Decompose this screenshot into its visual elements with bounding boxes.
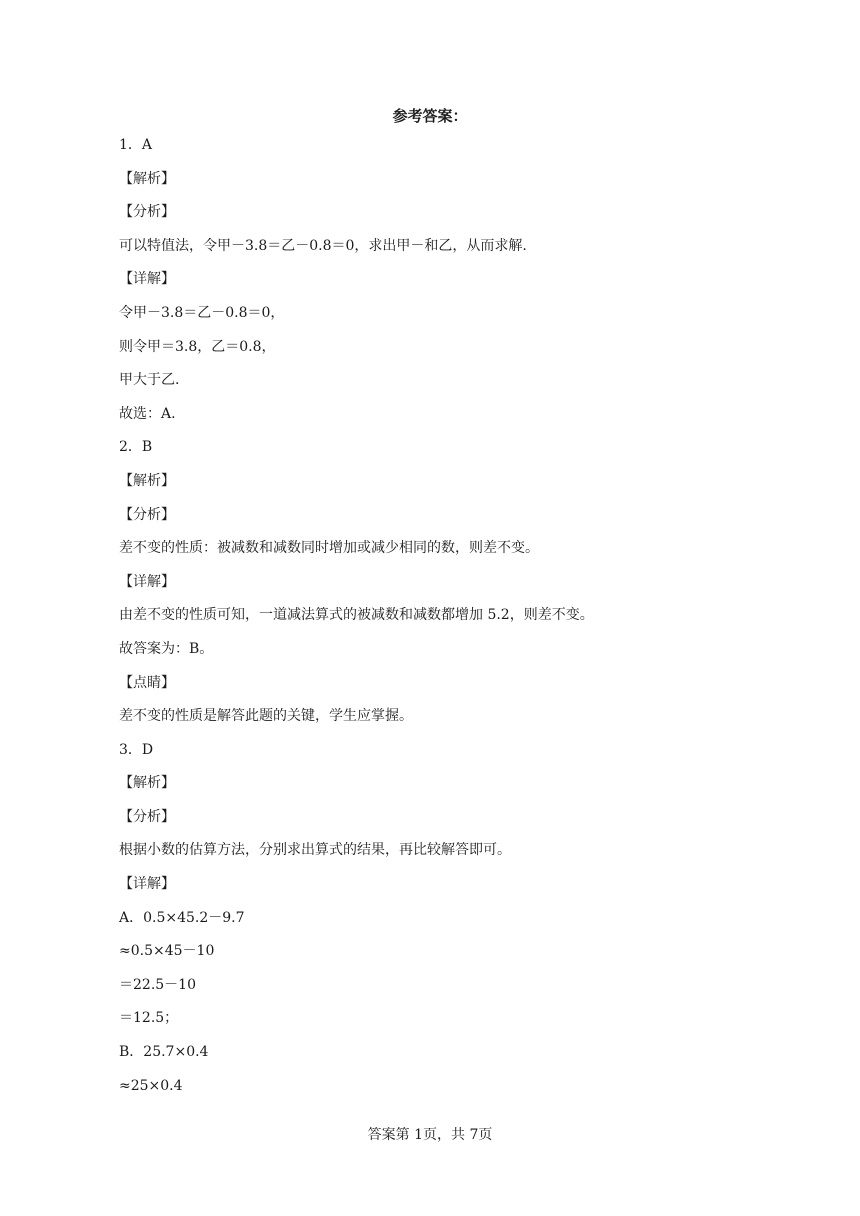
answer-line: 【详解】 bbox=[119, 271, 175, 288]
answer-line: 故选：A. bbox=[119, 405, 176, 422]
answer-line: ≈0.5×45－10 bbox=[119, 943, 215, 960]
answer-line: A．0.5×45.2－9.7 bbox=[119, 909, 245, 926]
answer-line: ≈25×0.4 bbox=[119, 1077, 183, 1094]
answer-line: 甲大于乙. bbox=[119, 372, 180, 389]
answer-line: B．25.7×0.4 bbox=[119, 1044, 209, 1061]
answer-line: ＝12.5； bbox=[119, 1010, 179, 1027]
answer-line: 差不变的性质是解答此题的关键，学生应掌握。 bbox=[119, 708, 413, 725]
answer-line: 故答案为：B。 bbox=[119, 640, 214, 657]
answer-line: 【分析】 bbox=[119, 204, 175, 221]
answer-line: 【解析】 bbox=[119, 775, 175, 792]
answer-line: ＝22.5－10 bbox=[119, 976, 196, 993]
answer-line: 【解析】 bbox=[119, 170, 175, 187]
answer-content bbox=[119, 133, 759, 1107]
answer-line: 【点睛】 bbox=[119, 674, 175, 691]
answer-line: 【详解】 bbox=[119, 573, 175, 590]
answer-line: 2．B bbox=[119, 439, 153, 456]
answer-line: 3．D bbox=[119, 741, 154, 758]
answer-line: 【分析】 bbox=[119, 506, 175, 523]
page-footer: 答案第 1页，共 7页 bbox=[367, 1127, 493, 1143]
answer-line: 【解析】 bbox=[119, 472, 175, 489]
answer-line: 【分析】 bbox=[119, 808, 175, 825]
answer-line: 差不变的性质：被减数和减数同时增加或减少相同的数，则差不变。 bbox=[119, 540, 539, 557]
answer-line: 根据小数的估算方法，分别求出算式的结果，再比较解答即可。 bbox=[119, 842, 511, 859]
page-title: 参考答案： bbox=[392, 107, 468, 125]
answer-line: 由差不变的性质可知，一道减法算式的被减数和减数都增加 5.2，则差不变。 bbox=[119, 607, 594, 624]
answer-line: 则令甲＝3.8，乙＝0.8， bbox=[119, 338, 276, 355]
answer-line: 令甲－3.8＝乙－0.8＝0， bbox=[119, 304, 285, 321]
answer-line: 可以特值法，令甲－3.8＝乙－0.8＝0，求出甲－和乙，从而求解. bbox=[119, 237, 527, 254]
answer-line: 1．A bbox=[119, 137, 153, 153]
answer-line: 【详解】 bbox=[119, 876, 175, 893]
